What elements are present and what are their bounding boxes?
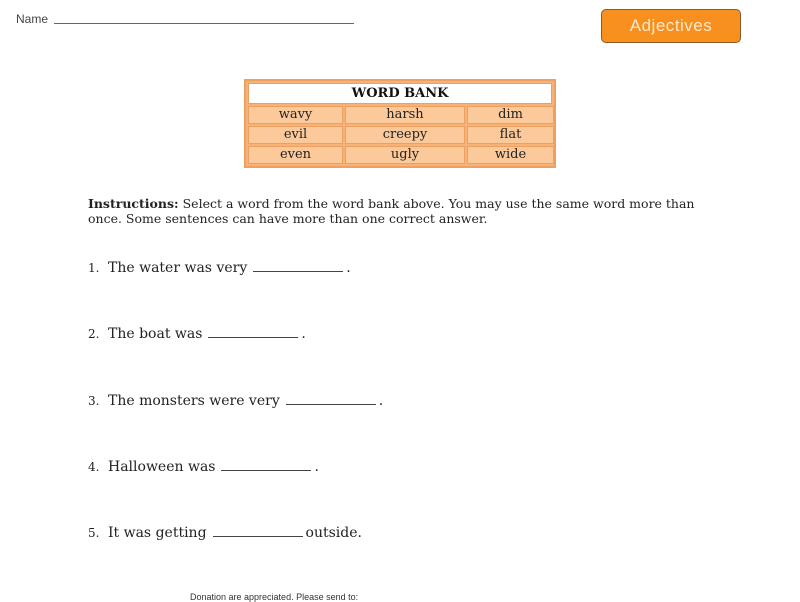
question-number: 5.: [88, 526, 100, 540]
word-bank-cell: flat: [467, 126, 554, 144]
answer-blank[interactable]: [213, 535, 303, 537]
question-4: [88, 459, 319, 475]
word-bank-cell: ugly: [345, 146, 465, 164]
name-field[interactable]: [54, 22, 354, 24]
question-text: The water was very: [108, 260, 248, 276]
answer-blank[interactable]: [221, 469, 311, 471]
word-bank-cell: evil: [248, 126, 343, 144]
question-end: .: [314, 459, 319, 475]
question-5: [88, 525, 362, 541]
question-number: 1.: [88, 261, 100, 275]
question-number: 4.: [88, 460, 100, 474]
question-text: The boat was: [108, 326, 203, 342]
word-bank-title: WORD BANK: [248, 83, 552, 104]
footer-note: Donation are appreciated. Please send to:: [190, 592, 359, 602]
word-bank-cell: wavy: [248, 106, 343, 124]
title-badge: Adjectives: [601, 9, 741, 43]
question-number: 2.: [88, 327, 100, 341]
name-row: [16, 12, 354, 26]
question-end: .: [346, 260, 351, 276]
word-bank-cell: creepy: [345, 126, 465, 144]
answer-blank[interactable]: [253, 270, 343, 272]
answer-blank[interactable]: [208, 336, 298, 338]
instructions-label: Instructions:: [88, 196, 179, 211]
question-end: .: [378, 393, 384, 409]
instructions: [88, 196, 708, 226]
word-bank-cell: wide: [467, 146, 554, 164]
word-bank-cell: dim: [467, 106, 554, 124]
question-1: [88, 260, 351, 276]
question-end: .: [301, 326, 306, 342]
question-end: outside.: [305, 525, 362, 541]
question-text: Halloween was: [108, 459, 216, 475]
question-text: The monsters were very: [108, 393, 280, 409]
word-bank-grid: [248, 106, 552, 164]
name-label: Name: [16, 12, 49, 26]
question-2: [88, 326, 306, 342]
question-number: 3.: [88, 394, 100, 408]
instructions-text: Select a word from the word bank above. You may use the same word more than once. Some sentences can have more than one correct answer.: [88, 196, 695, 226]
question-text: It was getting: [108, 525, 207, 541]
word-bank-cell: even: [248, 146, 343, 164]
word-bank: [244, 79, 556, 168]
answer-blank[interactable]: [286, 403, 376, 405]
question-3: [88, 393, 383, 409]
word-bank-cell: harsh: [345, 106, 465, 124]
